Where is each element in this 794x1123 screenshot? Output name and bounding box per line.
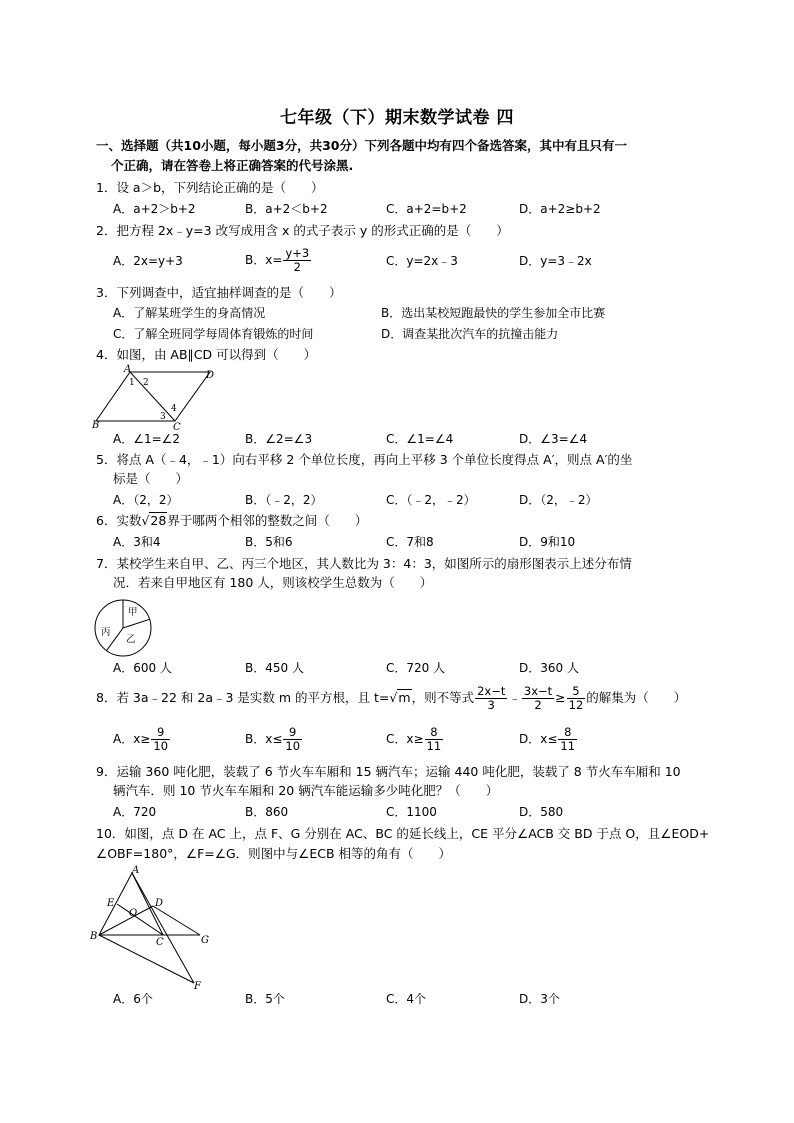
q1-option-d[interactable]: D．a+2≥b+2 (519, 202, 601, 216)
q8-sqrt-m: m (398, 690, 411, 705)
q6-stem (96, 512, 367, 530)
q5-option-a[interactable]: A．（2，2） (113, 493, 179, 507)
q8-fraction-1 (475, 685, 507, 712)
fraction-numerator: 8 (558, 726, 577, 740)
q2-option-c[interactable]: C．y=2x﹣3 (386, 254, 458, 268)
fraction-numerator: 3x−t (523, 684, 553, 698)
q1-option-a[interactable]: A．a+2＞b+2 (113, 202, 196, 216)
q8-option-c[interactable] (386, 722, 444, 756)
q6-stem-prefix: 6．实数 (96, 513, 142, 528)
q7-stem-line2: 况．若来自甲地区有 180 人，则该校学生总数为（ ） (113, 575, 433, 590)
q2-option-d[interactable]: D．y=3﹣2x (519, 254, 592, 268)
q2-option-a[interactable]: A．2x=y+3 (113, 254, 183, 268)
q2-option-b-prefix: B．x= (245, 253, 283, 267)
pie-label-jia: 甲 (128, 607, 138, 618)
q2-stem: 2．把方程 2x﹣y=3 改写成用含 x 的式子表示 y 的形式正确的是（ ） (96, 223, 509, 238)
q8-minus: ﹣ (508, 690, 521, 705)
q6-stem-suffix: 界于哪两个相邻的整数之间（ ） (167, 513, 368, 528)
q4-label-b: B (92, 420, 100, 430)
fraction-denominator: 11 (560, 739, 576, 753)
q3-option-d[interactable]: D．调查某批次汽车的抗撞击能力 (381, 327, 559, 341)
section-instruction-line2: 个正确，请在答卷上将正确答案的代号涂黑. (111, 158, 354, 173)
q2-option-b-fraction (283, 247, 311, 274)
option-fraction (558, 726, 577, 753)
q4-label-a: A (124, 364, 132, 375)
q4-option-a[interactable]: A．∠1=∠2 (113, 432, 181, 446)
sqrt-symbol: √ (389, 690, 398, 705)
q8-option-d[interactable] (519, 722, 578, 756)
fraction-numerator: 9 (151, 726, 170, 740)
sqrt-symbol: √ (141, 513, 150, 528)
q7-option-b[interactable]: B．450 人 (245, 661, 304, 675)
fraction-numerator: 5 (567, 685, 586, 699)
q8-stem-part-a: 8．若 3a﹣22 和 2a﹣3 是实数 m 的平方根，且 t= (96, 690, 390, 705)
q4-angle-3: 3 (160, 412, 166, 422)
q5-option-b[interactable]: B．（﹣2，2） (245, 493, 323, 507)
option-fraction (151, 726, 170, 753)
q7-option-a[interactable]: A．600 人 (113, 661, 172, 675)
q6-option-d[interactable]: D．9和10 (519, 535, 576, 549)
q10-label-b: B (90, 931, 98, 942)
q8-stem-part-c: 的解集为（ ） (586, 690, 687, 705)
option-label: C．x≥ (386, 732, 424, 746)
q10-label-a: A (132, 865, 140, 876)
option-label: D．x≤ (519, 732, 558, 746)
section-instruction-line1: 一、选择题（共10小题，每小题3分，共30分）下列各题中均有四个备选答案，其中有且只有一 (96, 138, 627, 153)
q5-option-c[interactable]: C．（﹣2，﹣2） (386, 493, 476, 507)
q8-stem (96, 682, 686, 714)
q9-option-d[interactable]: D．580 (519, 805, 564, 819)
q7-pie-chart (92, 597, 154, 659)
option-label: B．x≤ (245, 732, 283, 746)
fraction-denominator: 10 (285, 739, 301, 753)
q5-stem-line1: 5．将点 A（﹣4，﹣1）向右平移 2 个单位长度，再向上平移 3 个单位长度得点 A′，则点 A′的坐 (96, 452, 633, 467)
q9-option-c[interactable]: C．1100 (386, 805, 437, 819)
q10-label-c: C (156, 937, 164, 948)
q10-label-e: E (107, 898, 115, 909)
fraction-numerator: 8 (425, 726, 444, 740)
q10-option-b[interactable]: B．5个 (245, 992, 285, 1006)
fraction-numerator: 9 (283, 726, 302, 740)
q4-stem: 4．如图，由 AB∥CD 可以得到（ ） (96, 347, 317, 362)
q6-option-b[interactable]: B．5和6 (245, 535, 293, 549)
q10-label-o: O (129, 908, 138, 919)
q10-option-c[interactable]: C．4个 (386, 992, 427, 1006)
q8-stem-part-b: ，则不等式 (411, 690, 475, 705)
fraction-denominator: 11 (426, 739, 442, 753)
q4-parallelogram-figure (90, 364, 225, 430)
q4-label-c: C (173, 422, 181, 430)
q7-option-c[interactable]: C．720 人 (386, 661, 446, 675)
q1-stem: 1．设 a＞b，下列结论正确的是（ ） (96, 180, 324, 195)
fraction-denominator: 3 (487, 698, 495, 712)
q2-option-b[interactable] (245, 243, 312, 277)
q4-angle-1: 1 (129, 378, 135, 388)
q10-label-d: D (155, 898, 164, 909)
fraction-numerator: 2x−t (477, 684, 506, 698)
pie-label-bing: 丙 (101, 627, 111, 638)
q8-option-a[interactable] (113, 722, 171, 756)
q6-option-a[interactable]: A．3和4 (113, 535, 161, 549)
q9-option-a[interactable]: A．720 (113, 805, 157, 819)
q5-option-d[interactable]: D．（2，﹣2） (519, 493, 598, 507)
q3-option-b[interactable]: B．选出某校短跑最快的学生参加全市比赛 (381, 306, 606, 320)
q8-fraction-2 (522, 685, 554, 712)
fraction-denominator: 2 (293, 260, 301, 274)
q10-option-d[interactable]: D．3个 (519, 992, 560, 1006)
q10-stem-line2: ∠OBF=180°，∠F=∠G．则图中与∠ECB 相等的角有（ ） (96, 846, 452, 861)
page-title: 七年级（下）期末数学试卷 四 (280, 108, 514, 128)
q3-option-a[interactable]: A．了解某班学生的身高情况 (113, 306, 266, 320)
fraction-denominator: 12 (568, 698, 584, 712)
fraction-denominator: 10 (153, 739, 169, 753)
q3-option-c[interactable]: C．了解全班同学每周体育锻炼的时间 (113, 327, 314, 341)
q4-angle-4: 4 (171, 404, 177, 414)
q4-label-d: D (206, 370, 215, 381)
fraction-denominator: 2 (534, 698, 542, 712)
q8-option-b[interactable] (245, 722, 303, 756)
q9-option-b[interactable]: B．860 (245, 805, 289, 819)
q4-angle-2: 2 (143, 378, 149, 388)
option-label: A．x≥ (113, 732, 151, 746)
q1-option-b[interactable]: B．a+2＜b+2 (245, 202, 328, 216)
q10-label-f: F (194, 981, 201, 990)
q10-stem-line1: 10．如图，点 D 在 AC 上，点 F、G 分别在 AC、BC 的延长线上，CE 平分∠ACB 交 BD 于点 O，且∠EOD+ (96, 826, 710, 841)
q10-label-g: G (201, 935, 209, 946)
q9-stem-line1: 9．运输 360 吨化肥，装载了 6 节火车车厢和 15 辆汽车；运输 440 吨化肥，装载了 8 节火车车厢和 10 (96, 764, 681, 779)
q4-option-b[interactable]: B．∠2=∠3 (245, 432, 313, 446)
fraction-numerator: y+3 (285, 246, 310, 260)
q8-geq: ≥ (555, 690, 566, 705)
q3-stem: 3．下列调查中，适宜抽样调查的是（ ） (96, 285, 342, 300)
q9-stem-line2: 辆汽车．则 10 节火车车厢和 20 辆汽车能运输多少吨化肥？（ ） (113, 783, 499, 798)
q1-option-c[interactable]: C．a+2=b+2 (386, 202, 467, 216)
option-fraction (425, 726, 444, 753)
q7-stem-line1: 7．某校学生来自甲、乙、丙三个地区，其人数比为 3：4：3，如图所示的扇形图表示上述分布情 (96, 556, 632, 571)
q7-option-d[interactable]: D．360 人 (519, 661, 579, 675)
q10-option-a[interactable]: A．6个 (113, 992, 153, 1006)
q6-option-c[interactable]: C．7和8 (386, 535, 434, 549)
q6-radicand: 28 (150, 513, 167, 528)
q10-triangle-figure (88, 865, 218, 990)
option-fraction (283, 726, 302, 753)
pie-label-yi: 乙 (126, 634, 136, 645)
q5-stem-line2: 标是（ ） (113, 471, 189, 486)
q8-fraction-3 (567, 685, 586, 712)
q4-option-c[interactable]: C．∠1=∠4 (386, 432, 454, 446)
q4-option-d[interactable]: D．∠3=∠4 (519, 432, 588, 446)
